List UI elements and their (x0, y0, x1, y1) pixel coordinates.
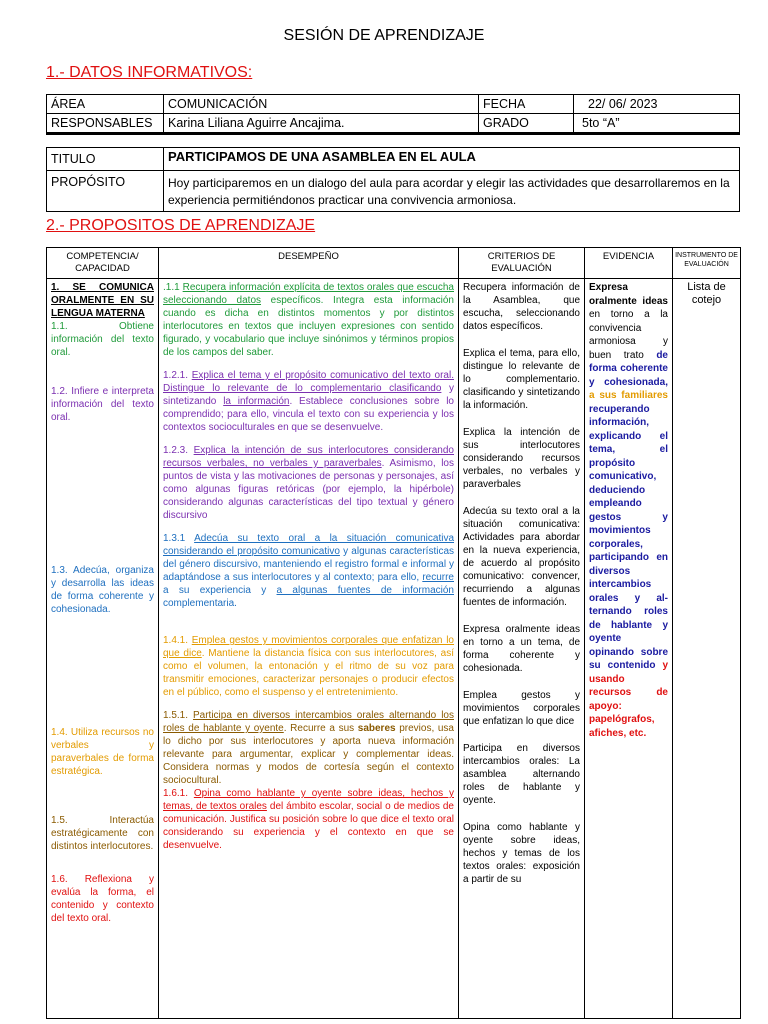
titulo-value: PARTICIPAMOS DE UNA ASAMBLEA EN EL AULA (164, 148, 740, 171)
titulo-label: TITULO (47, 148, 164, 171)
criterio-3: Explica la intención de sus interlocutores considerando recursos verbales, no verbales y paraverbales (463, 427, 580, 490)
capacidad-1-6: 1.6. Reflexiona y evalúa la forma, el contenido y contexto del texto oral. (51, 874, 154, 924)
capacidad-1-3: 1.3. Adecúa, organiza y desarrolla las ideas de forma coherente y cohesionada. (51, 565, 154, 615)
area-value: COMUNICACIÓN (164, 95, 479, 114)
proposito-label: PROPÓSITO (47, 171, 164, 212)
section-heading-datos: 1.- DATOS INFORMATIVOS: (46, 64, 253, 81)
instrumento-cell (673, 279, 741, 1019)
criterio-5: Expresa oralmente ideas en torno a un tema, de forma coherente y cohesionada. (463, 624, 580, 674)
responsables-value: Karina Liliana Aguirre Ancajima. (164, 114, 479, 134)
datos-table (46, 94, 740, 135)
header-desempeno: DESEMPEÑO (159, 248, 459, 279)
desempeno-1-4-1: 1.4.1. Emplea gestos y movimientos corporales que enfatizan lo que dice. Mantiene la distancia física con sus interlocutores, así como el volumen, la entonación y el ritmo de su voz para transmitir emociones, caracterizar personajes o producir efectos en el público, como el suspenso y el entretenimiento. (163, 635, 454, 698)
header-instrumento: INSTRUMENTO DE EVALUACIÓN (673, 248, 741, 279)
instrumento-value: Lista de cotejo (687, 281, 726, 306)
capacidad-1-4: 1.4. Utiliza recursos no verbales y paraverbales de forma estratégica. (51, 727, 154, 777)
criterio-6: Emplea gestos y movimientos corporales que enfatizan lo que dice (463, 690, 580, 727)
criterio-7: Participa en diversos intercambios orales: La asamblea alternando roles de hablante y oyente. (463, 743, 580, 806)
header-competencia: COMPETENCIA/ CAPACIDAD (47, 248, 159, 279)
fecha-value: 22/ 06/ 2023 (574, 95, 740, 114)
competencia-cell (47, 279, 159, 1019)
fecha-label: FECHA (479, 95, 574, 114)
criterio-8: Opina como hablante y oyente sobre ideas, hechos y temas de los textos orales: exposición a partir de su (463, 822, 580, 885)
competencia-main: 1. SE COMUNICA ORALMENTE EN SU LENGUA MATERNA (51, 282, 154, 319)
titulo-table (46, 147, 740, 212)
proposito-value: Hoy participaremos en un dialogo del aula para acordar y elegir las actividades que desarrollaremos en la experiencia permitiéndonos practicar una convivencia armoniosa. (164, 171, 740, 212)
desempeno-1-6-1: 1.6.1. Opina como hablante y oyente sobre ideas, hechos y temas, de textos orales del ámbito escolar, social o de medios de comunicación. Justifica su posición sobre lo que dice el texto oral considerando su experiencia y el contexto en que se desenvuelve. (163, 788, 454, 851)
criterios-cell (459, 279, 585, 1019)
capacidad-1-1: 1.1. Obtiene información del texto oral. (51, 321, 154, 358)
desempeno-1-3-1: 1.3.1 Adecúa su texto oral a la situación comunicativa considerando el propósito comunicativo y algunas características del género discursivo, manteniendo el registro formal e informal y adaptándose a sus interlocutores y al contexto; para ello, recurre a su experiencia y a algunas fuentes de información complementaria. (163, 533, 455, 609)
criterio-4: Adecúa su texto oral a la situación comunicativa: Actividades para abordar en la nueva experiencia, de acuerdo al propósito comunicativo: convencer, recurriendo a algunas fuentes de información. (463, 506, 580, 608)
desempeno-1-1: .1.1 Recupera información explícita de textos orales que escucha seleccionando datos específicos. Integra esta información cuando es dicha en distintos momentos y por distintos interlocutores en textos que incluyen expresiones con sentido figurado, y vocabulario que incluye sinónimos y términos propios de los campos del saber. (163, 282, 454, 358)
capacidad-1-2: 1.2. Infiere e interpreta información del texto oral. (51, 386, 154, 423)
evidencia-cell (585, 279, 673, 1019)
area-label: ÁREA (47, 95, 164, 114)
grado-value: 5to “A” (574, 114, 740, 134)
criterio-2: Explica el tema, para ello, distingue lo relevante de lo complementario. clasificando y sintetizando la información. (463, 348, 580, 411)
evidencia-text: Expresa oralmente ideas en torno a la convivencia armoniosa y buen trato de forma coherente y cohesionada, a sus familiares recuperando información, explicando el tema, el propósito comunicativo, deduciendo empleando gestos y movimientos corporales, participando en diversos intercambios orales y al-ternando roles de hablante y oyente opinando sobre su contenido y usando recursos de apoyo: papelógrafos, afiches, etc. (589, 282, 668, 739)
header-criterios: CRITERIOS DE EVALUACIÓN (459, 248, 585, 279)
capacidad-1-5: 1.5. Interactúa estratégicamente con distintos interlocutores. (51, 815, 154, 852)
desempeno-1-2-1: 1.2.1. Explica el tema y el propósito comunicativo del texto oral. Distingue lo relevante de lo complementario clasificando y sintetizando la información. Establece conclusiones sobre lo comprendido; para ello, vincula el texto con su experiencia y los contextos socioculturales en que se desenvuelve. (163, 370, 454, 433)
desempeno-1-5-1: 1.5.1. Participa en diversos intercambios orales alternando los roles de hablante y oyente. Recurre a sus saberes previos, usa lo dicho por sus interlocutores y aporta nueva información relevante para argumentar, explicar y complementar ideas. Considera normas y modos de cortesía según el contexto sociocultural. (163, 710, 454, 786)
page-title: SESIÓN DE APRENDIZAJE (283, 27, 485, 44)
desempeno-1-2-3: 1.2.3. Explica la intención de sus interlocutores considerando recursos verbales, no verbales y paraverbales. Asimismo, los puntos de vista y las motivaciones de personas y personajes, así como algunas figuras retóricas (por ejemplo, la hipérbole) considerando algunas características del tipo textual y género discursivo (163, 445, 454, 521)
section-heading-propositos: 2.- PROPOSITOS DE APRENDIZAJE (46, 217, 316, 234)
responsables-label: RESPONSABLES (47, 114, 164, 134)
grado-label: GRADO (479, 114, 574, 134)
criterio-1: Recupera información de la Asamblea, que escucha, seleccionando datos específicos. (463, 282, 580, 332)
header-evidencia: EVIDENCIA (585, 248, 673, 279)
desempeno-cell (159, 279, 459, 1019)
propositos-table (46, 247, 741, 1019)
